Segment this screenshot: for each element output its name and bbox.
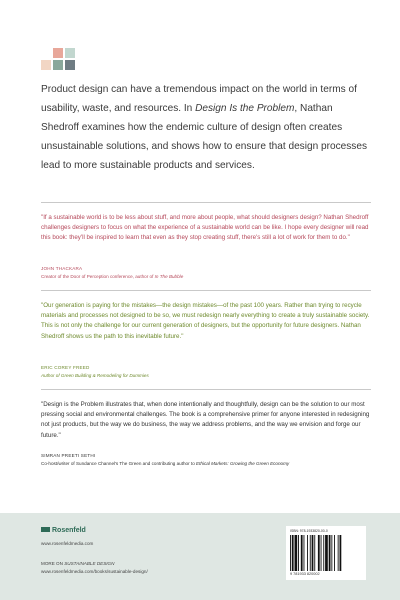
intro-paragraph — [41, 80, 371, 175]
barcode-bar — [314, 535, 315, 571]
isbn-text: ISBN: 978-1933820-00-0 — [290, 529, 328, 533]
more-url: www.rosenfeldmedia.com/books/sustainable-design/ — [41, 569, 148, 574]
barcode-bar — [298, 535, 299, 571]
barcode-bar — [310, 535, 311, 571]
intro-text: , Nathan Shedroff examines how the endemic culture of design often creates unsustainable solutions, and shows how to ensure that design processes lead to more sustainable products and services. — [41, 103, 368, 171]
quote-author: JOHN THACKARA — [41, 266, 83, 271]
logo-square — [53, 48, 63, 58]
book-title: Design Is the Problem — [195, 103, 295, 114]
quote-text: "Design is the Problem illustrates that, when done intentionally and thoughtfully, design can be the solution to our most pressing social and environmental challenges. The book is a comprehensive primer for anyone interested in redesigning not just products, but the way we do business, the way we address problems, and the way we envision and forge our future." — [41, 401, 370, 439]
more-on-label — [41, 561, 114, 566]
publisher-mark-icon — [41, 527, 50, 532]
barcode-bar — [338, 535, 339, 571]
color-squares-logo — [41, 48, 75, 74]
barcode-bar — [304, 535, 305, 571]
publisher-name: Rosenfeld — [52, 527, 86, 534]
publisher-logo — [41, 527, 86, 534]
barcode-bar — [321, 535, 322, 571]
logo-square — [53, 60, 63, 70]
more-label: MORE ON — [41, 561, 65, 566]
role-text: Co-host/writer of Sundance Channel's The Green and contributing author to — [41, 461, 197, 466]
barcode-bar — [334, 535, 335, 571]
quote-author-role — [41, 274, 183, 279]
quote-author: SIMRAN PREETI SETHI — [41, 453, 96, 458]
more-title: SUSTAINABLE DESIGN — [64, 561, 115, 566]
barcode-bar — [323, 535, 324, 571]
barcode-bar — [318, 535, 320, 571]
barcode-bar — [295, 535, 298, 571]
logo-square — [65, 60, 75, 70]
barcode-bar — [301, 535, 303, 571]
barcode-bar — [312, 535, 314, 571]
isbn-digits: 9 781933 820002 — [290, 572, 320, 576]
quote-text: "If a sustainable world is to be less about stuff, and more about people, what should designers design? Nathan Shedroff challenges designers to focus on what the experience of a sustainable world can be like. I hope every designer will read this book: they'll be inspired to learn that even as they stop creating stuff, there's still a lot of work for them to do." — [41, 214, 369, 242]
logo-square — [41, 60, 51, 70]
role-title: Author of Green Building & Remodeling for Dummies — [41, 373, 149, 378]
barcode-bar — [340, 535, 342, 571]
role-title: In The Bubble — [154, 274, 184, 279]
publisher-url: www.rosenfeldmedia.com — [41, 541, 94, 546]
barcode-bar — [331, 535, 332, 571]
barcode-bar — [325, 535, 328, 571]
quote-author: ERIC COREY FREED — [41, 365, 90, 370]
barcode-bar — [292, 535, 294, 571]
role-text: Creator of the Door of Perception conference, author of — [41, 274, 155, 279]
quote-author-role — [41, 461, 289, 466]
divider — [41, 290, 371, 291]
divider — [41, 389, 371, 390]
barcode-bar — [329, 535, 331, 571]
barcode — [290, 535, 362, 571]
quote-author-role — [41, 373, 149, 378]
divider — [41, 202, 371, 203]
intro-text: Product design can have a tremendous impact on the world in terms of usability, waste, and resources. In — [41, 84, 357, 114]
logo-square — [65, 48, 75, 58]
barcode-bar — [290, 535, 291, 571]
role-title: Ethical Markets: Growing the Green Economy — [196, 461, 290, 466]
barcode-bar — [307, 535, 308, 571]
quote-text: "Our generation is paying for the mistakes—the design mistakes—of the past 100 years. Rather than trying to recycle materials and processes not designed to be so, we must redesign nearly everything to create a truly sustainable society. This is not only the challenge for our current generation of designers, but the opportunity for future designers. Nathan Shedroff shows us the path to this inevitable future." — [41, 302, 370, 340]
